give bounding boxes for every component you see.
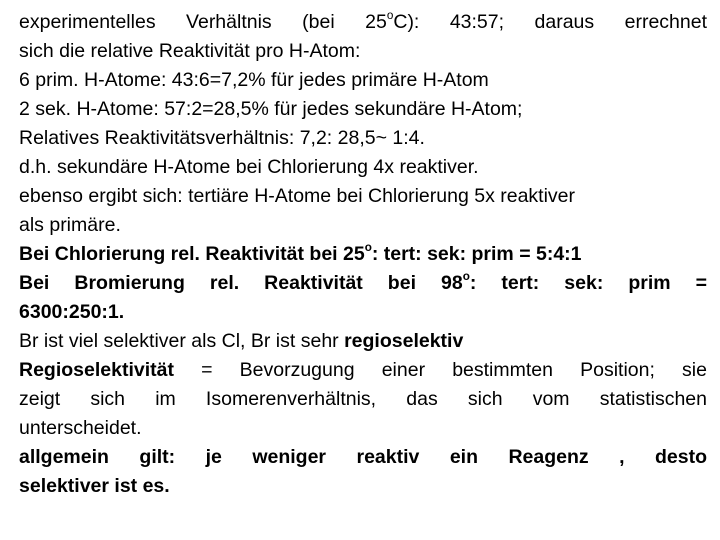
text-line: sich die relative Reaktivität pro H-Atom: bbox=[19, 40, 361, 62]
text-line: d.h. sekundäre H-Atome bei Chlorierung 4x reaktiver. bbox=[19, 156, 479, 178]
text-line: ebenso ergibt sich: tertiäre H-Atome bei Chlorierung 5x reaktiver bbox=[19, 185, 576, 207]
text-fragment: Bei Chlorierung rel. Reaktivität bei 25 bbox=[19, 243, 365, 265]
bold-text-line: allgemein gilt: je weniger reaktiv ein Reagenz , desto bbox=[19, 446, 707, 468]
text-line bbox=[19, 8, 707, 37]
text-fragment: C): 43:57; daraus errechnet bbox=[393, 11, 707, 33]
bold-text-line bbox=[19, 240, 707, 269]
text-line: als primäre. bbox=[19, 214, 121, 236]
text-line: Relatives Reaktivitätsverhältnis: 7,2: 28,5~ 1:4. bbox=[19, 127, 425, 149]
text-fragment: experimentelles Verhältnis (bei 25 bbox=[19, 11, 387, 33]
text-line: unterscheidet. bbox=[19, 417, 142, 439]
text-line: 6 prim. H-Atome: 43:6=7,2% für jedes primäre H-Atom bbox=[19, 69, 489, 91]
bold-text-line: 6300:250:1. bbox=[19, 301, 125, 323]
slide-text-body bbox=[19, 8, 707, 501]
degree-superscript: o bbox=[364, 241, 372, 255]
degree-superscript: o bbox=[386, 9, 394, 23]
text-fragment: : tert: sek: prim = 5:4:1 bbox=[371, 243, 582, 265]
text-fragment: = Bevorzugung einer bestimmten Position; sie bbox=[173, 359, 707, 381]
text-line bbox=[19, 356, 707, 385]
bold-term: regioselektiv bbox=[344, 330, 464, 352]
text-line: zeigt sich im Isomerenverhältnis, das sich vom statistischen bbox=[19, 388, 707, 410]
text-fragment: Bei Bromierung rel. Reaktivität bei 98 bbox=[19, 272, 463, 294]
text-line: 2 sek. H-Atome: 57:2=28,5% für jedes sekundäre H-Atom; bbox=[19, 98, 523, 120]
bold-term: Regioselektivität bbox=[19, 359, 174, 381]
text-fragment: Br ist viel selektiver als Cl, Br ist sehr bbox=[19, 330, 345, 352]
bold-text-line: selektiver ist es. bbox=[19, 475, 170, 497]
text-fragment: : tert: sek: prim = bbox=[469, 272, 707, 294]
text-line bbox=[19, 327, 707, 356]
bold-text-line bbox=[19, 269, 707, 298]
degree-superscript: o bbox=[462, 270, 470, 284]
